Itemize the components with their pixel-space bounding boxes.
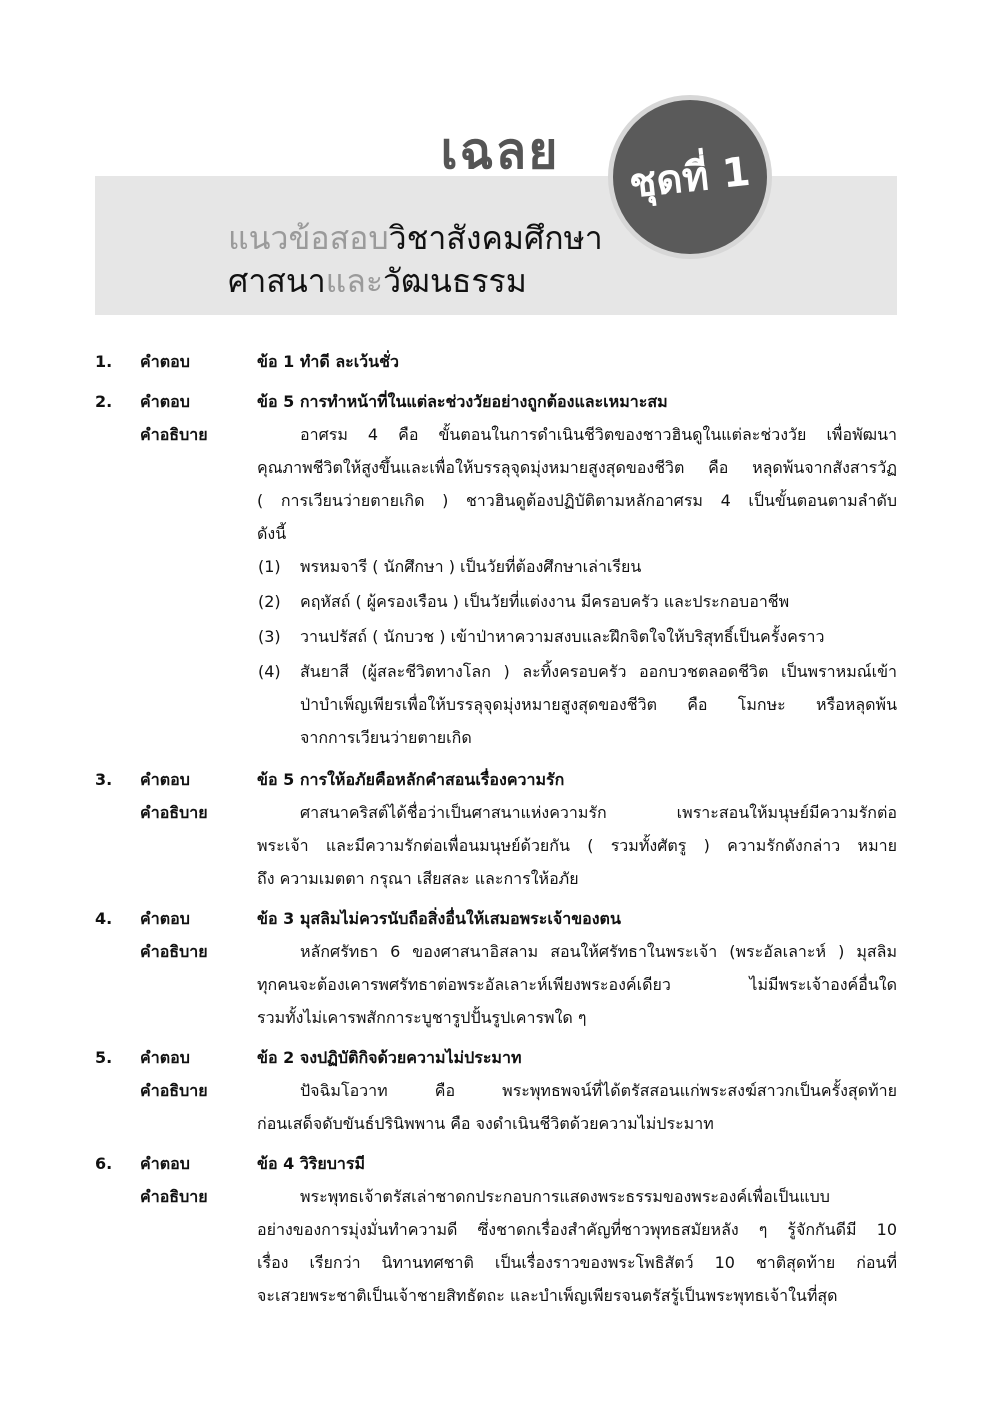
item-number: 5.	[95, 1048, 113, 1067]
answer-text: ข้อ 4 วิริยบารมี	[257, 1154, 366, 1173]
answer-row	[0, 1041, 992, 1074]
sub-item-row	[0, 721, 992, 754]
subtitle-segment: และ	[325, 262, 384, 300]
answer-label: คำตอบ	[140, 909, 190, 928]
subtitle-segment: วัฒนธรรม	[383, 262, 527, 300]
explanation-label: คำอธิบาย	[140, 425, 208, 444]
subtitle-segment: แนวข้อสอบ	[228, 219, 389, 257]
set-badge-label: ชุดที่ 1	[627, 148, 753, 208]
explanation-row	[0, 1279, 992, 1312]
item-number: 1.	[95, 352, 113, 371]
answer-item	[0, 1147, 992, 1312]
explanation-line: ( การเวียนว่ายตายเกิด ) ชาวฮินดูต้องปฏิบัติตามหลักอาศรม 4 เป็นขั้นตอนตามลำดับ	[257, 491, 897, 510]
answer-item	[0, 763, 992, 895]
explanation-label: คำอธิบาย	[140, 1081, 208, 1100]
explanation-line: อย่างของการมุ่งมั่นทำความดี ซึ่งชาดกเรื่องสำคัญที่ชาวพุทธสมัยหลัง ๆ รู้จักกันดีมี 10	[257, 1220, 897, 1239]
sub-item-number: (1)	[258, 557, 281, 576]
answer-item	[0, 385, 992, 756]
answer-row	[0, 1147, 992, 1180]
answer-text: ข้อ 2 จงปฏิบัติกิจด้วยความไม่ประมาท	[257, 1048, 522, 1067]
answer-label: คำตอบ	[140, 392, 190, 411]
explanation-row	[0, 418, 992, 451]
explanation-row	[0, 484, 992, 517]
answer-label: คำตอบ	[140, 770, 190, 789]
answer-row	[0, 902, 992, 935]
explanation-line: คุณภาพชีวิตให้สูงขึ้นและเพื่อให้บรรลุจุดมุ่งหมายสูงสุดของชีวิต คือ หลุดพ้นจากสังสารวัฏ	[257, 458, 897, 477]
sub-item-row	[0, 688, 992, 721]
answer-text: ข้อ 1 ทำดี ละเว้นชั่ว	[257, 352, 399, 371]
answer-text: ข้อ 5 การทำหน้าที่ในแต่ละช่วงวัยอย่างถูกต้องและเหมาะสม	[257, 392, 668, 411]
explanation-line: อาศรม 4 คือ ขั้นตอนในการดำเนินชีวิตของชาวฮินดูในแต่ละช่วงวัย เพื่อพัฒนา	[300, 425, 897, 444]
answer-row	[0, 385, 992, 418]
explanation-row	[0, 1074, 992, 1107]
explanation-line: ก่อนเสด็จดับขันธ์ปรินิพพาน คือ จงดำเนินชีวิตด้วยความไม่ประมาท	[257, 1114, 714, 1133]
explanation-row	[0, 451, 992, 484]
sub-item-row	[0, 620, 992, 653]
explanation-row	[0, 935, 992, 968]
explanation-label: คำอธิบาย	[140, 803, 208, 822]
sub-item-row	[0, 655, 992, 688]
explanation-line: พระพุทธเจ้าตรัสเล่าชาดกประกอบการแสดงพระธรรมของพระองค์เพื่อเป็นแบบ	[300, 1187, 830, 1206]
answer-text: ข้อ 3 มุสลิมไม่ควรนับถือสิ่งอื่นให้เสมอพระเจ้าของตน	[257, 909, 621, 928]
sub-item-line: พรหมจารี ( นักศึกษา ) เป็นวัยที่ต้องศึกษาเล่าเรียน	[300, 557, 642, 576]
sub-item-number: (4)	[258, 662, 281, 681]
explanation-row	[0, 1107, 992, 1140]
explanation-row	[0, 796, 992, 829]
subtitle-segment: ศาสนา	[228, 262, 326, 300]
explanation-line: รวมทั้งไม่เคารพสักการะบูชารูปปั้นรูปเคารพใด ๆ	[257, 1008, 587, 1027]
answer-row	[0, 763, 992, 796]
answer-text: ข้อ 5 การให้อภัยคือหลักคำสอนเรื่องความรัก	[257, 770, 565, 789]
answer-item	[0, 345, 992, 378]
sub-item	[0, 620, 992, 655]
explanation-row	[0, 968, 992, 1001]
subtitle-line-2	[228, 256, 527, 307]
item-number: 2.	[95, 392, 113, 411]
explanation-row	[0, 1001, 992, 1034]
item-number: 6.	[95, 1154, 113, 1173]
explanation-line: ศาสนาคริสต์ได้ชื่อว่าเป็นศาสนาแห่งความรัก เพราะสอนให้มนุษย์มีความรักต่อ	[300, 803, 897, 822]
explanation-line: หลักศรัทธา 6 ของศาสนาอิสลาม สอนให้ศรัทธาในพระเจ้า (พระอัลเลาะห์ ) มุสลิม	[300, 942, 897, 961]
sub-item-line: คฤหัสถ์ ( ผู้ครองเรือน ) เป็นวัยที่แต่งงาน มีครอบครัว และประกอบอาชีพ	[300, 592, 790, 611]
answer-label: คำตอบ	[140, 1154, 190, 1173]
answer-item	[0, 902, 992, 1034]
explanation-label: คำอธิบาย	[140, 1187, 208, 1206]
explanation-line: ทุกคนจะต้องเคารพศรัทธาต่อพระอัลเลาะห์เพียงพระองค์เดียว ไม่มีพระเจ้าองค์อื่นใด	[257, 975, 897, 994]
sub-item-number: (3)	[258, 627, 281, 646]
sub-item-line: สันยาสี (ผู้สละชีวิตทางโลก ) ละทิ้งครอบครัว ออกบวชตลอดชีวิต เป็นพราหมณ์เข้า	[300, 662, 897, 681]
sub-item-line: จากการเวียนว่ายตายเกิด	[300, 728, 472, 747]
explanation-line: ดังนี้	[257, 524, 287, 543]
sub-item-number: (2)	[258, 592, 281, 611]
explanation-label: คำอธิบาย	[140, 942, 208, 961]
sub-item-row	[0, 585, 992, 618]
sub-item-line: วานปรัสถ์ ( นักบวช ) เข้าป่าหาความสงบและฝึกจิตใจให้บริสุทธิ์เป็นครั้งคราว	[300, 627, 825, 646]
item-number: 3.	[95, 770, 113, 789]
item-number: 4.	[95, 909, 113, 928]
answer-label: คำตอบ	[140, 1048, 190, 1067]
explanation-line: พระเจ้า และมีความรักต่อเพื่อนมนุษย์ด้วยกัน ( รวมทั้งศัตรู ) ความรักดังกล่าว หมาย	[257, 836, 897, 855]
explanation-line: ถึง ความเมตตา กรุณา เสียสละ และการให้อภัย	[257, 869, 579, 888]
explanation-row	[0, 829, 992, 862]
spacer	[0, 754, 992, 756]
explanation-row	[0, 517, 992, 550]
subtitle-segment: วิชาสังคมศึกษา	[388, 219, 603, 257]
sub-item-line: ป่าบำเพ็ญเพียรเพื่อให้บรรลุจุดมุ่งหมายสูงสุดของชีวิต คือ โมกษะ หรือหลุดพ้น	[300, 695, 897, 714]
explanation-line: ปัจฉิมโอวาท คือ พระพุทธพจน์ที่ได้ตรัสสอนแก่พระสงฆ์สาวกเป็นครั้งสุดท้าย	[300, 1081, 897, 1100]
explanation-line: จะเสวยพระชาติเป็นเจ้าชายสิทธัตถะ และบำเพ็ญเพียรจนตรัสรู้เป็นพระพุทธเจ้าในที่สุด	[257, 1286, 838, 1305]
explanation-row	[0, 1213, 992, 1246]
page-title: เฉลย	[440, 122, 560, 180]
explanation-row	[0, 1246, 992, 1279]
sub-item	[0, 550, 992, 585]
explanation-row	[0, 862, 992, 895]
sub-item	[0, 585, 992, 620]
answer-label: คำตอบ	[140, 352, 190, 371]
answer-item	[0, 1041, 992, 1140]
explanation-line: เรื่อง เรียกว่า นิทานทศชาติ เป็นเรื่องราวของพระโพธิสัตว์ 10 ชาติสุดท้าย ก่อนที่	[257, 1253, 897, 1272]
answer-list	[0, 345, 992, 1319]
sub-item	[0, 655, 992, 756]
answer-row	[0, 345, 992, 378]
sub-item-row	[0, 550, 992, 583]
set-badge	[608, 95, 772, 259]
explanation-row	[0, 1180, 992, 1213]
